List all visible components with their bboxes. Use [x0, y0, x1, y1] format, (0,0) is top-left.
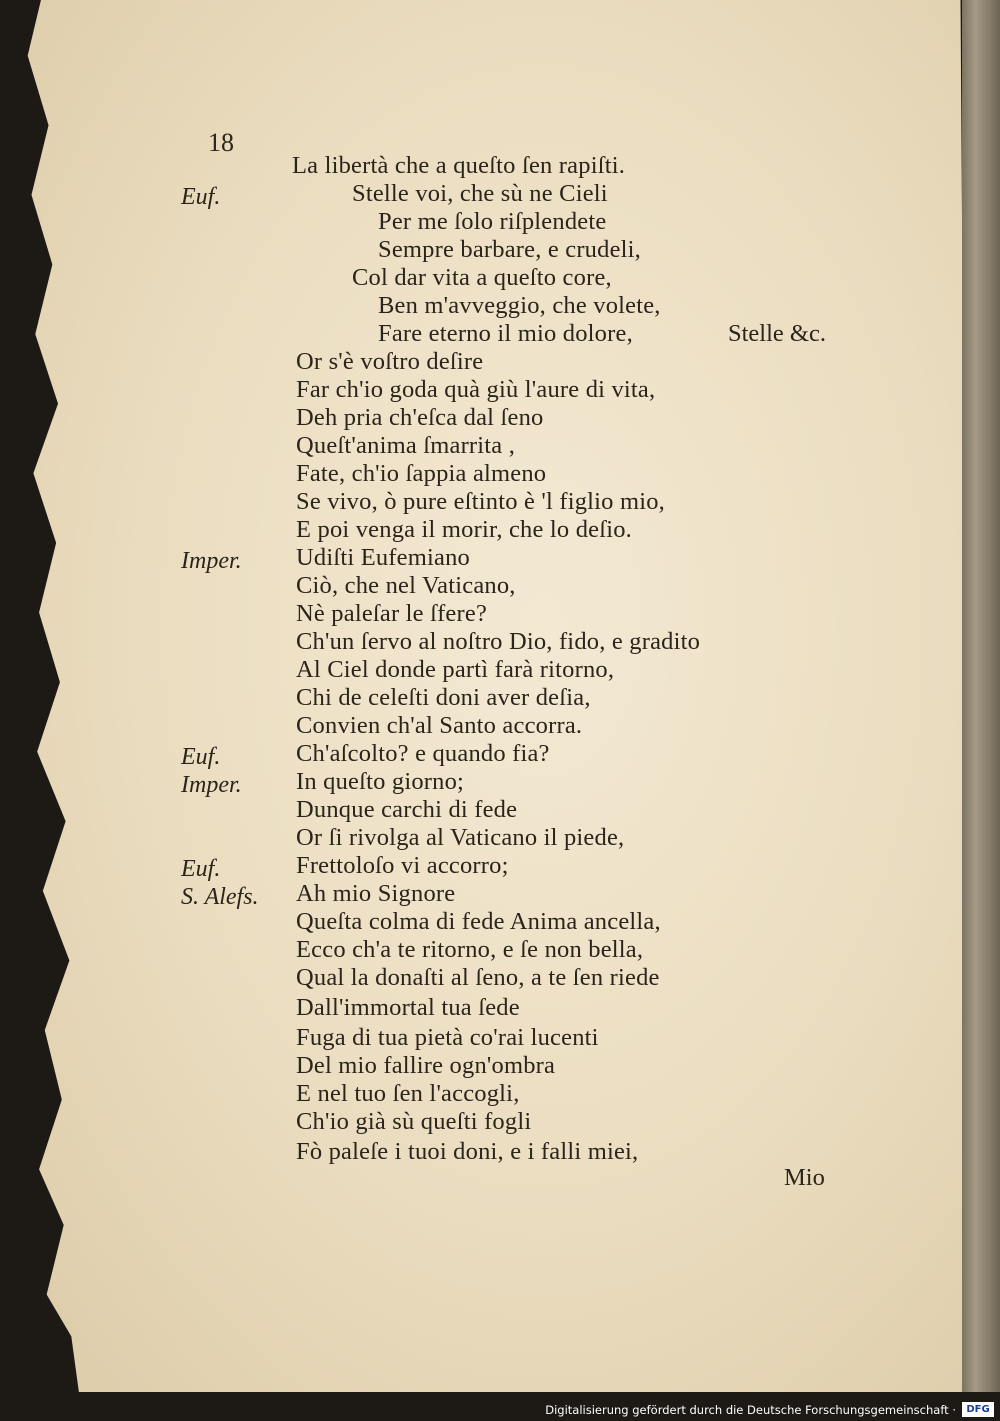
- verse-line: Ben m'avveggio, che volete,: [378, 292, 661, 319]
- verse-line: Al Ciel donde partì farà ritorno,: [296, 656, 615, 683]
- verse-line: Ah mio Signore: [296, 880, 456, 907]
- verse-line: Dunque carchi di fede: [296, 796, 518, 823]
- speaker-label: Euf.: [181, 856, 221, 882]
- verse-line: Frettoloſo vi accorro;: [296, 852, 509, 879]
- verse-line: Fò paleſe i tuoi doni, e i falli miei,: [296, 1138, 639, 1165]
- speaker-label: Imper.: [181, 548, 242, 574]
- verse-line: Or ſi rivolga al Vaticano il piede,: [296, 824, 625, 851]
- verse-line: La libertà che a queſto ſen rapiſti.: [292, 152, 626, 179]
- verse-line: Col dar vita a queſto core,: [352, 264, 612, 291]
- verse-line: Or s'è voſtro deſire: [296, 348, 484, 375]
- verse-line: Convien ch'al Santo accorra.: [296, 712, 583, 739]
- verse-line: Udiſti Eufemiano: [296, 544, 470, 571]
- page-edge: [962, 0, 1000, 1392]
- verse-line: Stelle voi, che sù ne Cieli: [352, 180, 608, 207]
- verse-line: Ch'un ſervo al noſtro Dio, fido, e gradito: [296, 628, 701, 655]
- aria-refrain: Stelle &c.: [728, 320, 826, 347]
- verse-line: Ciò, che nel Vaticano,: [296, 572, 516, 599]
- verse-line: Per me ſolo riſplendete: [378, 208, 607, 235]
- verse-line: Deh pria ch'eſca dal ſeno: [296, 404, 544, 431]
- page-number: 18: [208, 128, 234, 157]
- verse-line: Far ch'io goda quà giù l'aure di vita,: [296, 376, 656, 403]
- verse-line: Fate, ch'io ſappia almeno: [296, 460, 547, 487]
- verse-line: Nè paleſar le ſfere?: [296, 600, 488, 627]
- speaker-label: S. Alefs.: [181, 884, 259, 910]
- digitization-credit: Digitalisierung gefördert durch die Deutsche Forschungsgemeinschaft ·: [545, 1403, 956, 1417]
- verse-line: Ch'io già sù queſti fogli: [296, 1108, 532, 1135]
- verse-line: Dall'immortal tua ſede: [296, 994, 520, 1021]
- verse-line: Ch'aſcolto? e quando fia?: [296, 740, 550, 767]
- verse-line: Se vivo, ò pure eſtinto è 'l figlio mio,: [296, 488, 665, 515]
- verse-line: In queſto giorno;: [296, 768, 465, 795]
- verse-line: E nel tuo ſen l'accogli,: [296, 1080, 520, 1107]
- speaker-label: Imper.: [181, 772, 242, 798]
- dfg-logo: DFG: [962, 1402, 994, 1417]
- verse-line: Chi de celeſti doni aver deſia,: [296, 684, 591, 711]
- verse-line: Fare eterno il mio dolore,: [378, 320, 633, 347]
- verse-line: Queſta colma di fede Anima ancella,: [296, 908, 661, 935]
- verse-line: Del mio fallire ogn'ombra: [296, 1052, 556, 1079]
- verse-line: Sempre barbare, e crudeli,: [378, 236, 642, 263]
- verse-line: Fuga di tua pietà co'rai lucenti: [296, 1024, 599, 1051]
- verse-line: E poi venga il morir, che lo deſio.: [296, 516, 633, 543]
- speaker-label: Euf.: [181, 184, 221, 210]
- catchword: Mio: [784, 1164, 825, 1191]
- speaker-label: Euf.: [181, 744, 221, 770]
- verse-line: Ecco ch'a te ritorno, e ſe non bella,: [296, 936, 644, 963]
- verse-line: Qual la donaſti al ſeno, a te ſen riede: [296, 964, 660, 991]
- verse-line: Queſt'anima ſmarrita ,: [296, 432, 516, 459]
